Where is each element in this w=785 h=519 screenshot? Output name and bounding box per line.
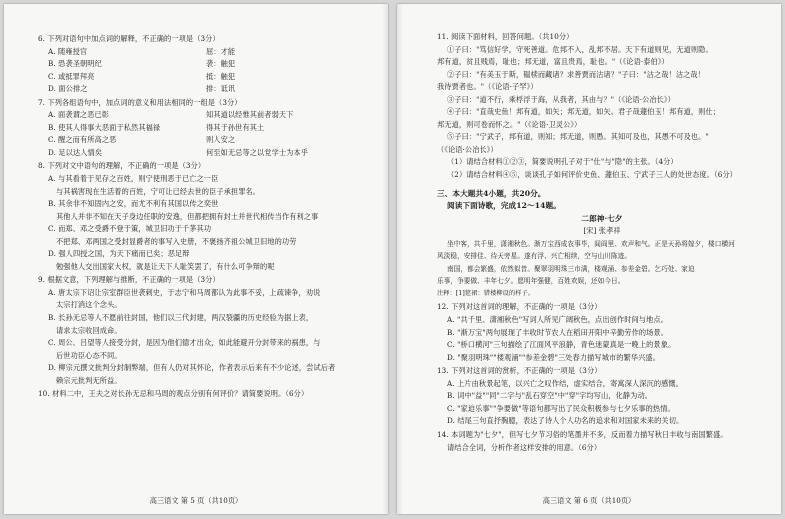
question-10 <box>38 388 370 401</box>
section-3-intro: 阅读下面诗歌，完成12～14题。 <box>447 201 561 211</box>
question-11-material: ②子曰："有美玉于斯，韫椟而藏诸？求善贾而沽诸？"子曰："沽之哉！沽之哉！ <box>447 69 705 79</box>
question-6 <box>38 33 370 96</box>
question-9-line: A. 唐太宗下诏让宗室群臣世袭刺史，于志宁和马周都认为此事不妥，上疏谏争，劝说 <box>48 287 321 297</box>
question-9-line: 请求太宗收回成命。 <box>56 325 122 335</box>
section-3-title: 三、本大题共4小题，共20分。 <box>437 188 546 198</box>
question-12 <box>437 301 767 364</box>
question-11-material: 邦有道，贫且贱焉，耻也；邦无道，富且贵焉，耻也。"（《论语·泰伯》） <box>437 57 669 67</box>
question-12-option: A. "共千里、潇湘秋色"写词人所见广阔秋色，点出创作时间与地点。 <box>447 315 668 325</box>
question-14 <box>437 429 767 454</box>
question-9-line: D. 柳宗元撰文批判分封制弊端，但有人仍对其怀论，作者表示后来有不少论述，尝试后者 <box>48 363 336 373</box>
question-11-material: ③子曰："道不行，乘桴浮于海，从我者，其由与？"（《论语·公冶长》） <box>447 94 675 104</box>
question-14-stem-line-2: 请结合全词，分析作者这样安排的用意。（6分） <box>447 442 602 452</box>
question-14-stem: 14. 本词题为"七夕"，但写七夕节习俗的笔墨并不多，反而着力描写秋日丰收与南国繁盛。 <box>437 429 728 439</box>
question-13 <box>437 365 767 428</box>
question-9-line: 赖宗元批判无所益。 <box>56 375 122 385</box>
question-11-material: 邦无道，则可卷而怀之。"（《论语·卫灵公》） <box>437 119 582 129</box>
question-7-option-c: C. 醒之而有所高之恶 则人安之 <box>48 135 236 145</box>
poem <box>437 213 767 301</box>
question-8-line: C. 而郑、邓之受爵不登于策，城卫旧功于千茅其功 <box>48 224 212 234</box>
exam-page-right <box>397 4 781 514</box>
question-13-stem: 13. 下列对这首词的赏析，不正确的一项是（3分） <box>437 366 602 376</box>
question-11-material: ⑤子曰："宁武子，邦有道，则知；邦无道，则愚。其知可及也，其愚不可及也。" <box>447 132 709 142</box>
question-8-line: A. 与其看着于见存之百姓，则宁使刑恶于已亡之一臣 <box>48 174 219 184</box>
question-8-line: 勉强他人交出国家大权，就是让天下人耻笑罢了，有什么可争辩的呢 <box>56 261 275 271</box>
question-7 <box>38 97 370 160</box>
question-7-option-d: D. 足以达人情矣 何至如无忌等之以党学士为本乎 <box>48 147 309 157</box>
question-11-material: ④子曰："直哉史鱼！邦有道，如矢；邦无道，如矢。君子哉蘧伯玉！邦有道，则仕； <box>447 107 721 117</box>
question-9-line: 后世功臣心态不同。 <box>56 350 122 360</box>
question-6-option-b: B. 恐袭圣朝明纪 袭：触犯 <box>48 59 236 69</box>
question-10-stem: 10. 材料二中，王夫之对长孙无忌和马周的观点分别有何评价？请简要说明。（6分） <box>38 389 309 399</box>
question-6-option-a: A. 随雍授官 屈：才能 <box>48 46 236 56</box>
question-8-line: 与其祸害现在生活着的百姓，宁可让已经去世的臣子承担罪名。 <box>56 186 261 196</box>
poem-title: 二郎神·七夕 <box>581 213 623 223</box>
section-3 <box>437 188 767 213</box>
question-7-stem: 7. 下列各组语句中，加点词的意义和用法相同的一组是（3分） <box>38 97 242 107</box>
question-11-sub-2: （2）请结合材料④⑤，谈谈孔子如何评价史鱼、蘧伯玉、宁武子三人的处世态度。（6分） <box>447 170 737 180</box>
question-11-material: 我待贾者也。"（《论语·子罕》） <box>437 82 538 92</box>
question-9 <box>38 274 370 387</box>
question-13-option: A. 上片由秋景起笔，以兴亡之叹作结，虚实结合，寄寓深人深沉的感慨。 <box>447 378 683 388</box>
question-8-line: 不把郑、邓两国之受封显爵者的事写入史册，不褒扬齐祖公城卫旧地的功劳 <box>56 236 297 246</box>
question-12-option: B. "渐万宝"两句展现了丰收时节农人在稻田开阳中辛勤劳作的场景。 <box>447 327 669 337</box>
question-13-option: B. 词中"益""同"二字与"乱石穿空"中"穿"字均写山，化静为动。 <box>447 391 653 401</box>
question-6-stem: 6. 下列对语句中加点词的解释，不正确的一项是（3分） <box>38 34 220 43</box>
question-11-material: ①子曰："笃信好学，守死善道。危邦不入，乱邦不居。天下有道则见，无道则隐。 <box>447 44 713 54</box>
question-13-option: C. "家迫乐事""争要做"等语句都写出了民众积极参与七夕乐事的热情。 <box>447 403 675 413</box>
question-6-option-d: D. 面公排之 排：诋讯 <box>48 84 236 94</box>
poem-line: 坐中客，共千里，潇湘秋色。渐万宝西成农事毕，闾阎里、欢声和气。正是天孙将嫁夕，楼口横河 <box>447 239 735 248</box>
question-9-line: B. 长孙无忌等人不愿前往封国，他们以三代封建，两汉裂疆的历史经验为据上表， <box>48 313 314 323</box>
question-12-option: C. "桥口横河"三句描绘了江面风平浪静，青色迷蒙真是一晚上的景象。 <box>447 340 676 350</box>
right-page-content <box>437 30 767 454</box>
question-9-stem: 9. 根据文意，下列理解与推断，不正确的一项是（3分） <box>38 275 220 285</box>
page-crease <box>382 4 388 514</box>
question-9-line: C. 周公、吕望等人接受分封，是因为他们德才出众，如此能避开分封带来的祸患，与 <box>48 338 321 348</box>
question-8-line: D. 强人四授之国，为天下痛而已矣；恶足辩 <box>48 249 190 259</box>
exam-page-left <box>4 4 388 514</box>
page-footer: 高三语文 第 6 页（共10页） <box>542 496 636 505</box>
page-footer: 高三语文 第 5 页（共10页） <box>149 496 243 505</box>
poem-line: 风淡稳，安排佳、待天旁星。遂有浮、兴亡相续，空与山川陈迹。 <box>437 252 632 261</box>
question-11 <box>437 31 767 182</box>
question-11-stem: 11. 阅读下面材料，回答问题。（共10分） <box>437 32 574 41</box>
question-7-option-b: B. 使其人得事大恶面于私然其福禄 得其于孙世有其土 <box>48 122 265 132</box>
question-8-line: B. 其余非不知固内之安，而尤不利有其国以传之奕世 <box>48 199 219 209</box>
question-11-sub-1: （1）请结合材料①②③，简要说明孔子对于"仕"与"隐"的主张。（4分） <box>447 157 678 167</box>
question-8 <box>38 160 370 273</box>
page-crease <box>397 4 403 514</box>
left-page-content <box>38 32 370 401</box>
poem-line: 南国，都会繁盛，依然似昔。聚翠羽明珠三市满，楼观涌、参差金碧。乞巧处、家迫 <box>447 264 695 273</box>
question-12-option: D. "聚羽明珠""楼观涌""参差金碧"三处春力描写城市的繁华兴盛。 <box>447 352 661 362</box>
question-13-option: D. 结尾三句直抒胸臆，表达了诗人个人功名的追求和对国家未来的关切。 <box>447 416 684 426</box>
question-8-line: 其他人并非不知在天子身边任职的安逸，但都把拥有封土并世代相传当作有利之事 <box>56 211 319 221</box>
question-12-stem: 12. 下列对这首词的理解，不正确的一项是（3分） <box>437 302 602 312</box>
question-6-option-c: C. 或抵罪拜亮 抵：触犯 <box>48 71 236 81</box>
question-7-option-a: A. 面袭谓之恶已彰 知其道以经惟其前者弱天下 <box>48 110 294 120</box>
poem-line: 乐事，争要做、丰年七夕。愿明年强健，百姓欢娱，还如今日。 <box>437 277 625 286</box>
question-8-stem: 8. 下列对文中语句的理解，不正确的一项是（3分） <box>38 161 206 171</box>
question-9-line: 太宗打消这个念头。 <box>56 300 122 310</box>
poem-note: 注释：[1]筵裙：错楼柳设的样子。 <box>437 289 535 297</box>
poem-author: [宋] 张孝祥 <box>583 226 621 236</box>
question-11-material: （《论语·公冶长》） <box>437 144 498 154</box>
